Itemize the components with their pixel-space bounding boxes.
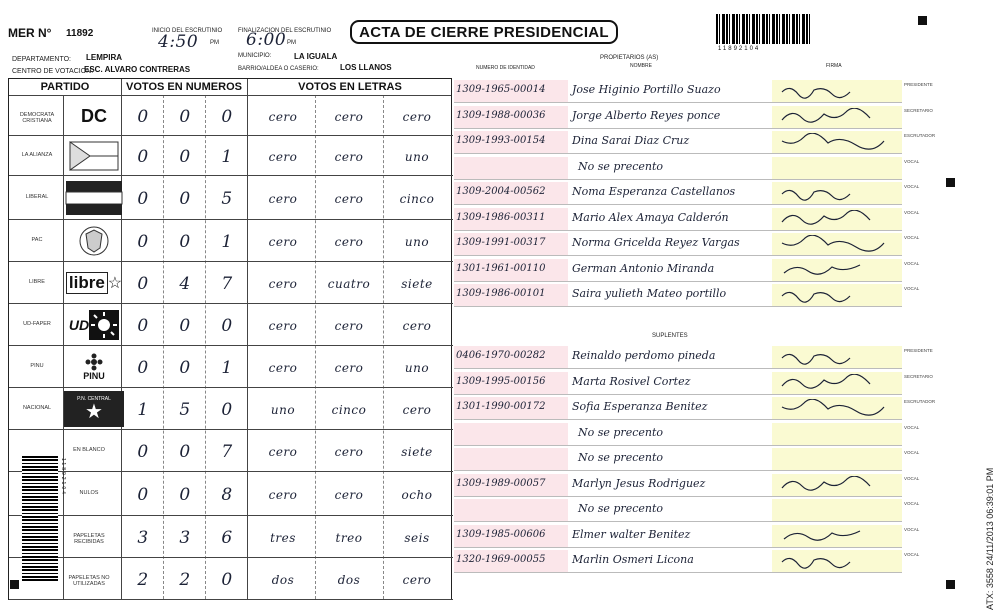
- propietario-role-tag: VOCAL: [904, 286, 920, 291]
- member-row-line: [454, 128, 902, 129]
- signature-scribble: [780, 210, 890, 228]
- propietario-id: 1309-1986-00311: [456, 211, 546, 223]
- id-cell: [454, 157, 568, 179]
- vote-word: uno: [404, 150, 430, 164]
- municipio-label: MUNICIPIO:: [238, 53, 272, 59]
- member-row-line: [454, 496, 902, 497]
- signature-scribble: [780, 108, 890, 126]
- vote-digit: 0: [179, 358, 191, 378]
- vote-word: siete: [401, 277, 433, 291]
- vote-digit: 8: [221, 485, 233, 505]
- mer-number: 11892: [66, 28, 94, 39]
- vote-word: cero: [334, 110, 364, 124]
- table-row: [9, 304, 453, 346]
- vote-digit: 1: [221, 232, 233, 252]
- vote-word: cero: [334, 361, 364, 375]
- vote-digit: 7: [221, 274, 233, 294]
- member-row-line: [454, 230, 902, 231]
- vote-word: cero: [268, 192, 298, 206]
- vote-digit: 0: [179, 442, 191, 462]
- vote-digit: 1: [221, 358, 233, 378]
- vote-word: seis: [404, 531, 430, 545]
- propietario-name: Jorge Alberto Reyes ponce: [572, 108, 721, 122]
- vote-word: cero: [334, 150, 364, 164]
- propietarios-label: PROPIETARIOS (AS): [600, 55, 659, 61]
- side-barcode: [22, 456, 58, 582]
- suplente-role-tag: VOCAL: [904, 424, 920, 430]
- member-row-line: [454, 102, 902, 103]
- member-row-line: [454, 153, 902, 154]
- party-name: LA ALIANZA: [21, 152, 53, 158]
- pac-shield-icon: [74, 224, 114, 258]
- propietario-name: Saira yulieth Mateo portillo: [572, 287, 727, 300]
- vote-digit: 0: [137, 107, 149, 127]
- table-row: [9, 516, 453, 558]
- vote-word: cero: [334, 192, 364, 206]
- propietario-role-tag: PRESIDENTE: [904, 82, 933, 87]
- vote-word: treo: [335, 531, 363, 545]
- member-row-line: [454, 255, 902, 256]
- signature-scribble: [780, 133, 890, 151]
- vote-word: dos: [337, 573, 361, 587]
- party-name: DEMOCRATA CRISTIANA: [19, 112, 55, 124]
- party-logo: [63, 348, 125, 386]
- inicio-label: INICIO DEL ESCRUTINIO: [152, 28, 223, 34]
- table-row: [9, 220, 453, 262]
- barrio-label: BARRIO/ALDEA O CASERIO:: [238, 66, 319, 72]
- vote-digit: 0: [137, 358, 149, 378]
- member-row-line: [454, 179, 902, 180]
- suplente-id: 1309-1989-00057: [456, 477, 546, 489]
- special-separator: [63, 558, 64, 599]
- party-logo: [63, 98, 125, 134]
- vote-word: uno: [270, 403, 296, 417]
- vote-digit: 0: [137, 316, 149, 336]
- party-logo: [63, 222, 125, 260]
- suplente-name: Elmer walter Benitez: [572, 527, 691, 541]
- municipio-value: LA IGUALA: [294, 52, 338, 61]
- signature-scribble: [780, 348, 890, 366]
- signature-cell: [772, 448, 902, 470]
- member-row-line: [454, 394, 902, 395]
- vote-digit: 2: [137, 570, 149, 590]
- member-row-line: [454, 419, 902, 420]
- star-icon: ☆: [107, 275, 123, 292]
- signature-scribble: [780, 235, 890, 253]
- vote-word: cero: [268, 361, 298, 375]
- suplente-name: No se precento: [578, 425, 664, 439]
- signature-cell: [772, 423, 902, 445]
- signature-scribble: [780, 286, 890, 304]
- alianza-flag-icon: [68, 140, 120, 172]
- suplente-name: Sofia Esperanza Benitez: [572, 400, 708, 413]
- scan-stamp: ATX: 3558 24/11/2013 06:39:01 PM: [985, 467, 995, 610]
- table-row: [9, 430, 453, 472]
- finalizacion-value: 6:00: [246, 30, 287, 50]
- member-row-line: [454, 547, 902, 548]
- vote-digit: 0: [137, 232, 149, 252]
- vote-digit: 0: [137, 442, 149, 462]
- suplente-name: No se precento: [578, 502, 664, 515]
- signature-scribble: [780, 261, 890, 279]
- vote-digit: 0: [179, 147, 191, 167]
- vote-digit: 1: [221, 147, 233, 167]
- suplente-role-tag: VOCAL: [904, 475, 920, 481]
- vote-digit: 0: [137, 274, 149, 294]
- suplente-role-tag: ESCRUTADOR: [904, 399, 936, 404]
- departamento-label: DEPARTAMENTO:: [12, 56, 71, 63]
- id-cell: [454, 423, 568, 445]
- finalizacion-pm: PM: [287, 40, 296, 46]
- suplente-role-tag: VOCAL: [904, 501, 920, 506]
- party-name: PAPELETAS NO UTILIZADAS: [68, 575, 110, 587]
- propietario-id: 1309-1993-00154: [456, 135, 546, 146]
- party-name: LIBRE: [29, 279, 45, 285]
- libre-logo-text: libre: [66, 272, 108, 294]
- vote-digit: 0: [179, 316, 191, 336]
- propietario-role-tag: ESCRUTADOR: [904, 133, 936, 138]
- special-separator: [63, 516, 64, 557]
- vote-word: cero: [402, 573, 432, 587]
- party-name: NACIONAL: [22, 405, 52, 411]
- propietario-id: 1309-1988-00036: [456, 109, 546, 121]
- suplente-name: No se precento: [578, 451, 664, 464]
- vote-digit: 5: [221, 189, 233, 209]
- signature-scribble: [780, 476, 890, 494]
- vote-digit: 0: [221, 316, 233, 336]
- party-name: PINU: [30, 363, 44, 369]
- propietario-role-tag: VOCAL: [904, 209, 920, 215]
- corner-marker-br: [946, 580, 955, 589]
- table-row: [9, 558, 453, 600]
- vote-digit: 0: [137, 485, 149, 505]
- vote-word: cero: [268, 110, 298, 124]
- sun-icon: [89, 310, 119, 340]
- pinu-logo-text: PINU: [83, 371, 105, 381]
- vote-digit: 0: [137, 147, 149, 167]
- signature-scribble: [780, 399, 890, 417]
- suplente-role-tag: VOCAL: [904, 552, 920, 557]
- member-row-line: [454, 470, 902, 471]
- vote-digit: 6: [221, 528, 233, 548]
- member-row-line: [454, 368, 902, 369]
- party-logo: [63, 138, 125, 174]
- vote-digit: 0: [221, 570, 233, 590]
- corner-marker-bl: [10, 580, 19, 589]
- member-row-line: [454, 204, 902, 205]
- propietario-id: 1309-1965-00014: [456, 84, 546, 95]
- propietario-name: Dina Sarai Diaz Cruz: [572, 134, 690, 147]
- vote-word: cinco: [331, 403, 367, 417]
- signature-scribble: [780, 82, 890, 100]
- inicio-value: 4:50: [158, 32, 199, 52]
- vote-digit: 1: [137, 400, 149, 420]
- suplente-id: 1320-1969-00055: [456, 554, 546, 565]
- vote-word: cero: [268, 235, 298, 249]
- vote-word: tres: [270, 531, 296, 545]
- party-logo: [63, 264, 125, 302]
- party-logo: [63, 306, 125, 344]
- party-name: PAPELETAS RECIBIDAS: [73, 533, 105, 545]
- nombre-label: NOMBRE: [630, 63, 652, 69]
- pinu-flower-icon: [83, 353, 105, 371]
- vote-word: cero: [268, 445, 298, 459]
- barrio-value: LOS LLANOS: [340, 63, 392, 72]
- barcode-top-number: 11892104: [718, 46, 761, 52]
- suplente-role-tag: VOCAL: [904, 450, 920, 455]
- inicio-pm: PM: [210, 40, 219, 46]
- suplente-name: Marlyn Jesus Rodriguez: [572, 476, 706, 490]
- vote-word: cero: [334, 235, 364, 249]
- votes-table: [8, 78, 452, 600]
- col-partido-header: PARTIDO: [40, 81, 90, 93]
- vote-word: cero: [402, 110, 432, 124]
- vote-word: cero: [334, 319, 364, 333]
- propietario-role-tag: VOCAL: [904, 260, 920, 266]
- vote-word: cero: [268, 150, 298, 164]
- vote-word: cero: [402, 403, 432, 417]
- suplente-name: Reinaldo perdomo pineda: [572, 349, 716, 362]
- table-row: [9, 176, 453, 220]
- signature-scribble: [780, 552, 890, 570]
- col-numeros-header: VOTOS EN NUMEROS: [126, 81, 242, 93]
- vote-word: cero: [268, 488, 298, 502]
- corner-marker-r1: [946, 178, 955, 187]
- party-name: NULOS: [79, 490, 99, 496]
- vote-word: cero: [334, 488, 364, 502]
- propietario-role-tag: VOCAL: [904, 184, 920, 189]
- member-row-line: [454, 306, 902, 307]
- table-row: [9, 262, 453, 304]
- propietario-name: Norma Gricelda Reyez Vargas: [572, 236, 740, 249]
- propietario-name: German Antonio Miranda: [572, 261, 715, 275]
- vote-digit: 3: [179, 528, 191, 548]
- finalizacion-label: FINALIZACION DEL ESCRUTINIO: [238, 28, 332, 34]
- vote-word: cero: [268, 319, 298, 333]
- member-row-line: [454, 572, 902, 573]
- vote-word: ocho: [401, 488, 433, 502]
- propietario-id: 1309-1986-00101: [456, 288, 546, 299]
- table-row: [9, 388, 453, 430]
- propietario-id: 1309-1991-00317: [456, 237, 546, 248]
- mer-label: MER N°: [8, 26, 52, 40]
- suplente-role-tag: PRESIDENTE: [904, 348, 933, 353]
- corner-marker-tr: [918, 16, 927, 25]
- party-name: UD-FAPER: [23, 321, 51, 327]
- ud-logo-text: UD: [68, 317, 90, 333]
- firma-label: FIRMA: [826, 63, 842, 69]
- vote-word: cinco: [399, 192, 435, 206]
- vote-digit: 0: [221, 400, 233, 420]
- vote-digit: 2: [179, 570, 191, 590]
- propietario-id: 1301-1961-00110: [456, 262, 546, 274]
- member-row-line: [454, 445, 902, 446]
- vote-word: cero: [402, 319, 432, 333]
- vote-digit: 3: [137, 528, 149, 548]
- member-row-line: [454, 281, 902, 282]
- side-barcode-number: 11892104: [60, 458, 66, 496]
- propietario-role-tag: VOCAL: [904, 235, 920, 240]
- table-row: [9, 136, 453, 176]
- liberal-flag-icon: [65, 180, 123, 216]
- party-logo: [63, 390, 125, 428]
- numero-identidad-label: NUMERO DE IDENTIDAD: [476, 65, 535, 71]
- suplente-id: 1309-1995-00156: [456, 375, 546, 387]
- vote-digit: 0: [179, 107, 191, 127]
- table-row: [9, 346, 453, 388]
- suplente-role-tag: VOCAL: [904, 526, 920, 532]
- suplente-role-tag: SECRETARIO: [904, 373, 933, 379]
- propietario-name: Jose Higinio Portillo Suazo: [572, 83, 721, 96]
- vote-digit: 5: [179, 400, 191, 420]
- signature-cell: [772, 157, 902, 179]
- vote-digit: 4: [179, 274, 191, 294]
- signature-scribble: [780, 527, 890, 545]
- table-row: [9, 472, 453, 516]
- departamento-value: LEMPIRA: [86, 53, 122, 62]
- vote-word: uno: [404, 235, 430, 249]
- suplente-id: 0406-1970-00282: [456, 350, 546, 361]
- signature-scribble: [780, 184, 890, 202]
- suplente-id: 1309-1985-00606: [456, 528, 546, 540]
- vote-digit: 0: [137, 189, 149, 209]
- nacional-logo-text: P.N. CENTRAL: [77, 396, 111, 402]
- id-cell: [454, 499, 568, 521]
- signature-scribble: [780, 374, 890, 392]
- vote-digit: 0: [179, 232, 191, 252]
- table-row: [9, 96, 453, 136]
- vote-word: uno: [404, 361, 430, 375]
- dc-logo-text: DC: [81, 105, 107, 126]
- suplente-name: Marta Rosivel Cortez: [572, 374, 691, 388]
- member-row-line: [454, 521, 902, 522]
- propietario-role-tag: SECRETARIO: [904, 107, 933, 113]
- vote-word: dos: [271, 573, 295, 587]
- party-name: PAC: [31, 237, 43, 243]
- page-title: ACTA DE CIERRE PRESIDENCIAL: [350, 20, 618, 44]
- signature-cell: [772, 499, 902, 521]
- vote-digit: 7: [221, 442, 233, 462]
- suplente-id: 1301-1990-00172: [456, 401, 546, 412]
- party-logo: [63, 178, 125, 218]
- vote-digit: 0: [221, 107, 233, 127]
- centro-value: ESC. ALVARO CONTRERAS: [84, 65, 191, 74]
- star-icon: ★: [85, 401, 103, 423]
- id-cell: [454, 448, 568, 470]
- suplentes-label: SUPLENTES: [652, 333, 688, 339]
- propietario-id: 1309-2004-00562: [456, 186, 546, 197]
- centro-label: CENTRO DE VOTACION:: [12, 68, 94, 75]
- vote-word: cero: [268, 277, 298, 291]
- propietario-role-tag: VOCAL: [904, 158, 920, 164]
- vote-word: siete: [401, 445, 433, 459]
- propietario-name: Noma Esperanza Castellanos: [572, 185, 736, 198]
- vote-digit: 0: [179, 485, 191, 505]
- vote-word: cero: [334, 445, 364, 459]
- propietario-name: No se precento: [578, 159, 664, 173]
- vote-word: cuatro: [327, 277, 371, 291]
- propietario-name: Mario Alex Amaya Calderón: [572, 210, 729, 224]
- vote-digit: 0: [179, 189, 191, 209]
- suplente-name: Marlin Osmeri Licona: [572, 553, 694, 566]
- col-letras-header: VOTOS EN LETRAS: [298, 81, 402, 93]
- party-name: LIBERAL: [25, 194, 49, 200]
- barcode-top: [716, 14, 812, 44]
- party-name: EN BLANCO: [73, 447, 105, 453]
